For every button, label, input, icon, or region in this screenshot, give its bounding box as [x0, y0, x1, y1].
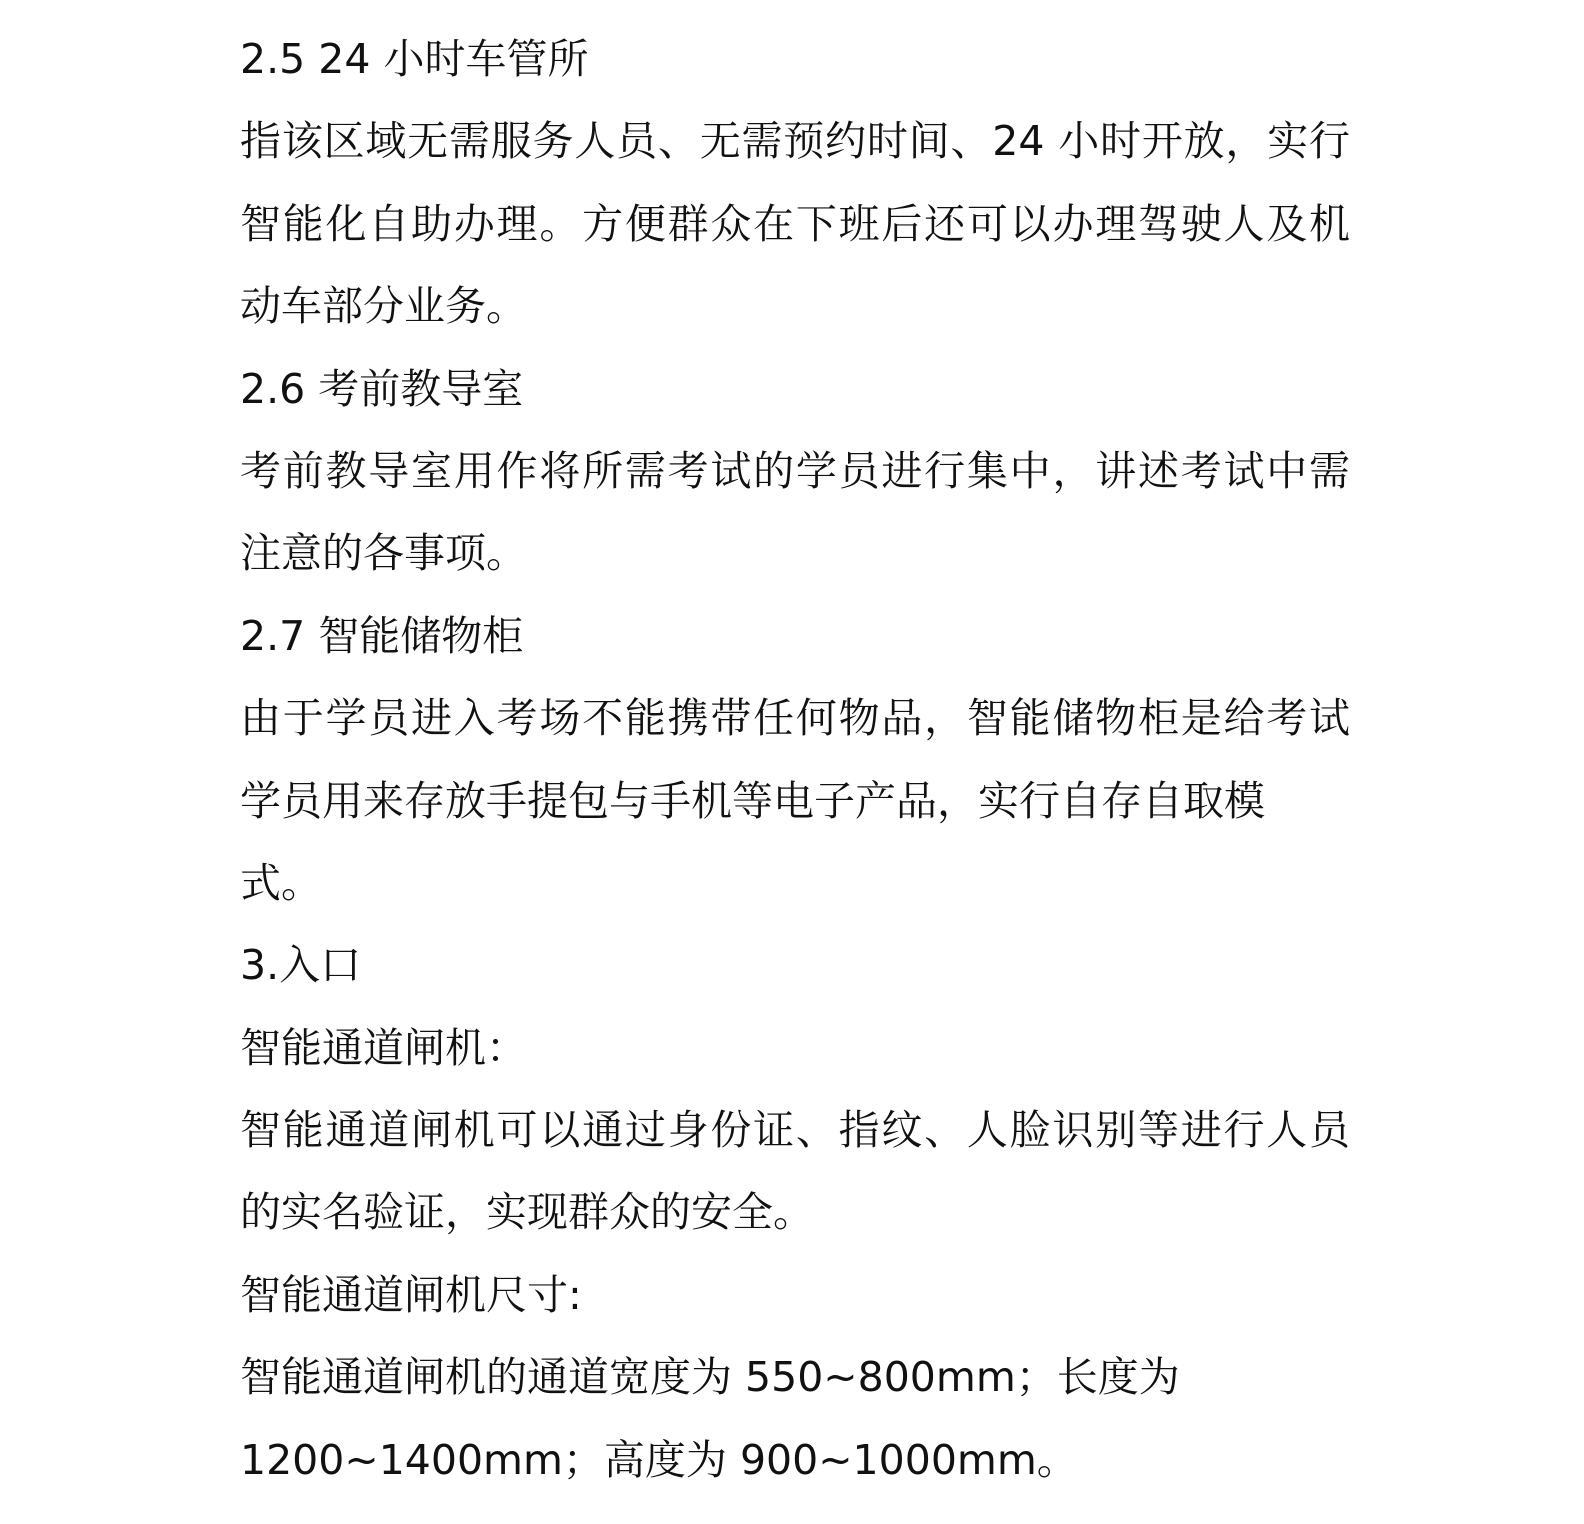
paragraph-line: 智能化自助办理。方便群众在下班后还可以办理驾驶人及机: [240, 199, 1350, 248]
section-heading-2-7: 2.7 智能储物柜: [240, 611, 524, 660]
section-heading-2-6: 2.6 考前教导室: [240, 364, 524, 413]
section-heading-2-5: 2.5 24 小时车管所: [240, 35, 589, 83]
paragraph-line: 1200~1400mm；高度为 900~1000mm。: [240, 1435, 1078, 1484]
paragraph-line: 动车部分业务。: [240, 282, 527, 331]
subheading-gate-size: 智能通道闸机尺寸:: [240, 1270, 582, 1319]
paragraph-line: 注意的各事项。: [240, 529, 527, 578]
paragraph-line: 式。: [240, 858, 322, 907]
paragraph-line: 学员用来存放手提包与手机等电子产品，实行自存自取模: [240, 776, 1265, 825]
subheading-gate: 智能通道闸机：: [240, 1023, 527, 1072]
paragraph-line: 由于学员进入考场不能携带任何物品，智能储物柜是给考试: [240, 694, 1350, 743]
paragraph-line: 的实名验证，实现群众的安全。: [240, 1188, 814, 1237]
document-page: [240, 18, 1350, 1501]
section-heading-3: 3.入口: [240, 941, 362, 990]
paragraph-line: 智能通道闸机的通道宽度为 550~800mm；长度为: [240, 1353, 1180, 1402]
paragraph-line: 考前教导室用作将所需考试的学员进行集中，讲述考试中需: [240, 446, 1350, 495]
paragraph-line: 指该区域无需服务人员、无需预约时间、24 小时开放，实行: [240, 117, 1350, 166]
paragraph-line: 智能通道闸机可以通过身份证、指纹、人脸识别等进行人员: [240, 1106, 1350, 1155]
